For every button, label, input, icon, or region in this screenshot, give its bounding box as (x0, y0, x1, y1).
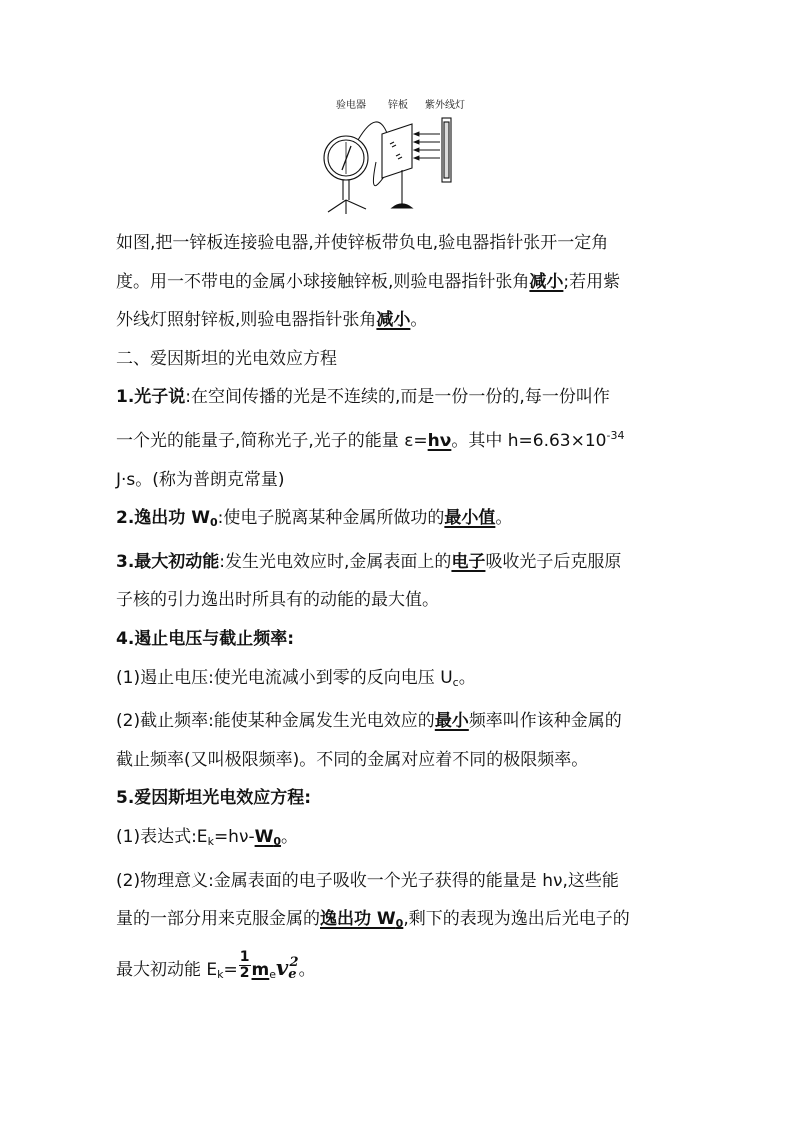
item-title: 5.爱因斯坦光电效应方程: (116, 788, 312, 809)
answer-blank: 电子 (451, 551, 486, 572)
section-heading: 二、爱因斯坦的光电效应方程 (116, 348, 337, 369)
answer-blank: 逸出功 $W_0$ (320, 909, 404, 931)
max-kinetic-energy-line-1: 3.最大初动能:发生光电效应时,金属表面上的电子吸收光子后克服原 (116, 551, 622, 572)
photoelectric-experiment-figure (318, 96, 474, 218)
para-1-line-2: 度。用一不带电的金属小球接触锌板,则验电器指针张角减小;若用紫 (116, 271, 621, 292)
item-title: 2.逸出功 W (116, 508, 210, 529)
physical-meaning-line-2: 量的一部分用来克服金属的逸出功 $W_0$,剩下的表现为逸出后光电子的 (116, 909, 630, 931)
para-1-line-1: 如图,把一锌板连接验电器,并使锌板带负电,验电器指针张开一定角 (116, 233, 609, 253)
velocity-symbol: $ve^2$ (276, 954, 299, 982)
max-kinetic-energy-line-2: 子核的引力逸出时所具有的动能的最大值。 (116, 590, 439, 611)
text-content (116, 224, 696, 994)
uv-rays (414, 132, 440, 160)
answer-blank: 减小 (376, 310, 411, 331)
label-zinc-plate: 锌板 (388, 100, 408, 111)
item-title: 1.光子说 (116, 387, 186, 408)
work-function-line: 2.逸出功 $W_0$:使电子脱离某种金属所做功的最小值。 (116, 508, 513, 530)
photon-theory-line-3: J·s。(称为普朗克常量) (116, 469, 285, 490)
para-1-line-3: 外线灯照射锌板,则验电器指针张角减小。 (116, 310, 428, 331)
expression-line: (1)表达式$:E_k=h\nu-W_0$。 (116, 826, 299, 848)
answer-blank: $W_0$ (254, 826, 282, 848)
apparatus-drawing (318, 96, 474, 218)
photon-theory-line-1: 1.光子说:在空间传播的光是不连续的,而是一份一份的,每一份叫作 (116, 387, 610, 408)
cutoff-frequency-line-1: (2)截止频率:能使某种金属发生光电效应的最小频率叫作该种金属的 (116, 711, 622, 732)
answer-blank: 最小 (434, 711, 469, 732)
answer-blank: hν (427, 430, 452, 451)
cutoff-frequency-line-2: 截止频率(又叫极限频率)。不同的金属对应着不同的极限频率。 (116, 749, 589, 770)
electroscope-drawing (324, 136, 368, 214)
physical-meaning-line-3: 最大初动能 $E_k=$ $\frac{1}{2}$ $m_eve^2$。 (116, 949, 316, 982)
fraction-one-half: $\frac{1}{2}$ (239, 949, 250, 982)
photon-theory-line-2: 一个光的能量子,简称光子,光子的能量 ε=hν。其中 $h=6.63\times 10^{-34}$ (116, 428, 625, 451)
uv-lamp-drawing (442, 118, 451, 182)
answer-blank: 减小 (529, 271, 564, 292)
mass-symbol: m (251, 959, 270, 980)
stopping-voltage-line: (1)遏止电压:使光电流减小到零的反向电压 $U_c$。 (116, 667, 476, 689)
zinc-plate-drawing (382, 124, 412, 208)
label-uv-lamp: 紫外线灯 (425, 100, 465, 111)
item-title: 3.最大初动能 (116, 551, 220, 572)
answer-blank: 最小值 (444, 508, 496, 529)
label-electroscope: 验电器 (336, 100, 366, 111)
item-title: 4.遏止电压与截止频率: (116, 628, 295, 649)
physical-meaning-line-1: (2)物理意义:金属表面的电子吸收一个光子获得的能量是 hν,这些能 (116, 870, 619, 891)
